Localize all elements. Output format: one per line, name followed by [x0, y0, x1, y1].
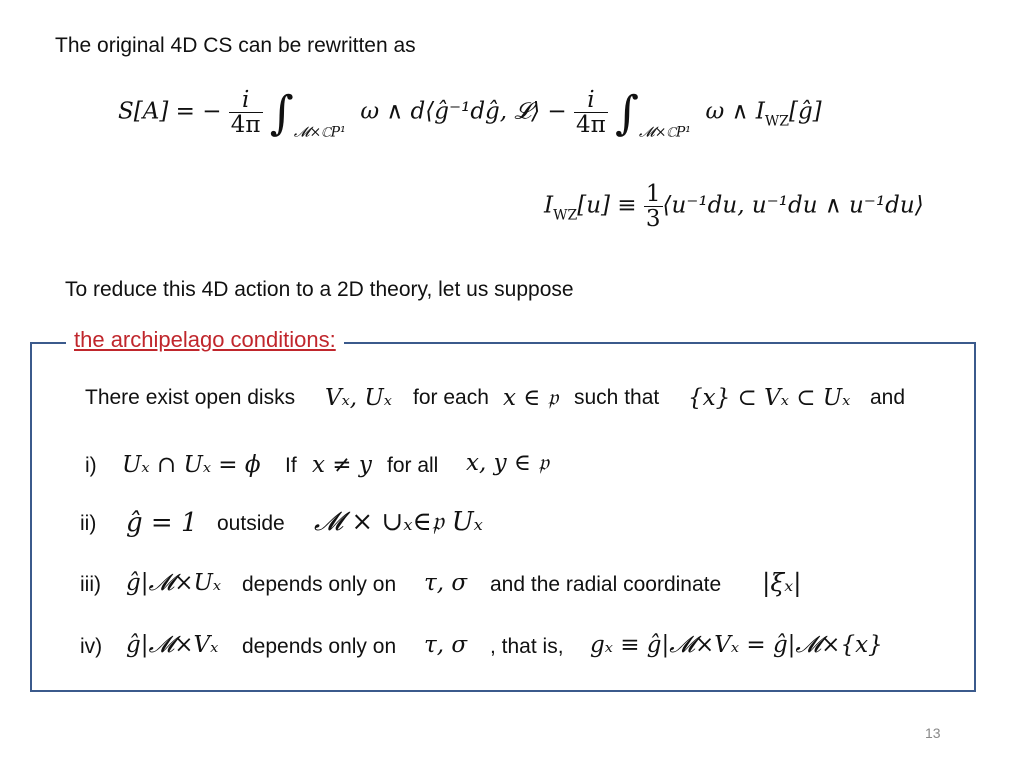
- item-iii-text-1: depends only on: [242, 573, 397, 596]
- wz-subscript: WZ: [764, 113, 789, 130]
- item-ii-math-2: 𝓜 × ∪ₓ∈𝔭 Uₓ: [314, 507, 483, 537]
- exist-text: There exist open disks: [85, 386, 296, 409]
- item-iii-math-2: τ, σ: [424, 570, 468, 596]
- for-each-math: x ∈ 𝔭: [503, 385, 559, 411]
- action-equation: [118, 85, 822, 141]
- fraction-i-over-4pi: [229, 88, 263, 137]
- iwz-arg: [u] ≡: [577, 192, 637, 219]
- term-two-arg: [ĝ]: [788, 98, 822, 125]
- item-iv-text-1: depends only on: [242, 635, 397, 658]
- item-i-math-1: Uₓ ∩ Uₓ = ϕ: [122, 452, 261, 478]
- fraction-denominator: 4π: [230, 112, 261, 139]
- fraction-i-over-4pi-2: [574, 88, 608, 137]
- fraction-numerator-2: i: [574, 88, 608, 113]
- integral-domain: 𝓜×ℂP¹: [293, 124, 346, 141]
- item-i-text-2: for all: [387, 454, 439, 477]
- integral-sign-2: ∫: [615, 85, 640, 140]
- exist-math: Vₓ, Uₓ: [325, 385, 392, 411]
- intro-text: The original 4D CS can be rewritten as: [55, 34, 416, 57]
- and-text: and: [870, 386, 906, 409]
- item-iii-text-2: and the radial coordinate: [490, 573, 722, 596]
- action-lhs: S[A] = −: [118, 98, 222, 125]
- term-two: ω ∧ I: [705, 98, 765, 125]
- item-i-math-2: x ≠ y: [312, 452, 372, 478]
- item-iv-math-3: gₓ ≡ ĝ|𝓜×Vₓ = ĝ|𝓜×{x}: [590, 632, 883, 658]
- iwz-subscript: WZ: [553, 207, 578, 224]
- item-iii-label: iii): [80, 573, 101, 596]
- item-iv-math-2: τ, σ: [424, 632, 468, 658]
- item-i-text-1: If: [285, 454, 297, 477]
- fraction-numerator: i: [229, 88, 263, 113]
- item-ii-math-1: ĝ = 1: [126, 508, 198, 538]
- item-iv-math-1: ĝ|𝓜×Vₓ: [126, 632, 219, 658]
- item-iv-label: iv): [80, 635, 103, 658]
- fraction-denominator-2: 4π: [576, 112, 606, 139]
- one-third-numerator: 1: [645, 181, 661, 207]
- item-ii-label: ii): [80, 512, 97, 535]
- item-iv-text-2: , that is,: [490, 635, 564, 658]
- term-one: ω ∧ d⟨ĝ⁻¹dĝ, 𝓛⟩ −: [360, 98, 567, 125]
- item-iii-math-3: |ξₓ|: [762, 568, 802, 597]
- for-each-text: for each: [413, 386, 489, 409]
- item-ii-text-1: outside: [217, 512, 285, 535]
- fraction-one-third: [644, 182, 663, 231]
- such-that-math: {x} ⊂ Vₓ ⊂ Uₓ: [688, 385, 851, 411]
- iwz-rhs: ⟨u⁻¹du, u⁻¹du ∧ u⁻¹du⟩: [662, 192, 924, 219]
- one-third-denominator: 3: [645, 206, 661, 233]
- box-title: the archipelago conditions:: [66, 327, 344, 353]
- reduce-text: To reduce this 4D action to a 2D theory, let us suppose: [65, 278, 574, 301]
- integral-sign: ∫: [269, 85, 294, 140]
- item-i-label: i): [85, 454, 97, 477]
- item-iii-math-1: ĝ|𝓜×Uₓ: [126, 570, 222, 596]
- such-that-text: such that: [574, 386, 660, 409]
- item-i-math-3: x, y ∈ 𝔭: [466, 450, 549, 476]
- iwz-definition: [544, 182, 924, 231]
- page-number: 13: [925, 725, 941, 741]
- iwz-I: I: [544, 192, 554, 219]
- integral-domain-2: 𝓜×ℂP¹: [639, 124, 691, 141]
